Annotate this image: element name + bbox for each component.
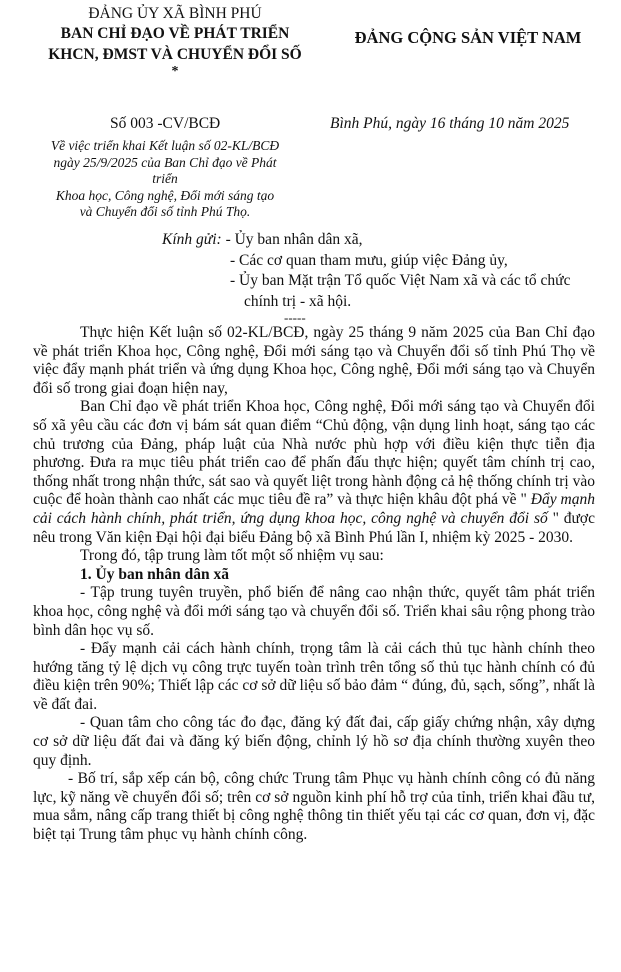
place-date: Bình Phú, ngày 16 tháng 10 năm 2025	[330, 115, 570, 132]
bullet-item: - Quan tâm cho công tác đo đạc, đăng ký đất đai, cấp giấy chứng nhận, xây dựng cơ sở dữ liệu đất đai và đăng ký biến động, chỉnh lý hồ sơ địa chính thường xuyên theo quy định.	[33, 714, 595, 769]
paragraph-text: " được nêu trong Văn kiện Đại hội đại biểu Đảng bộ xã Bình Phú lần I, nhiệm kỳ 2025 - 2030.	[33, 509, 595, 546]
org-line-1: ĐẢNG ỦY XÃ BÌNH PHÚ	[88, 5, 262, 22]
bullet-item: - Đẩy mạnh cải cách hành chính, trọng tâm là cải cách thủ tục hành chính theo hướng tăng tỷ lệ dịch vụ công trực tuyến toàn trình trên tổng số thủ tục hành chính có đủ điều kiện trên 90%; Thiết lập các cơ sở dữ liệu số bảo đảm “ đúng, đủ, sạch, sống”, nhất là về đất đai.	[33, 640, 595, 713]
emphasis-text: Đẩy mạnh cải cách hành chính, phát triển, ứng dụng khoa học, công nghệ và chuyển đổi số	[33, 491, 595, 527]
bullet-item: - Tập trung tuyên truyền, phổ biến để nâng cao nhận thức, quyết tâm phát triển khoa học, công nghệ và đổi mới sáng tạo và chuyển đổi số. Triển khai sâu rộng phong trào bình dân học vụ số.	[33, 584, 595, 639]
paragraph: Thực hiện Kết luận số 02-KL/BCĐ, ngày 25 tháng 9 năm 2025 của Ban Chỉ đạo về phát triển Khoa học, Công nghệ, Đổi mới sáng tạo và Chuyển đổi số tỉnh Phú Thọ về việc đẩy mạnh phát triển và ứng dụng Khoa học, Công nghệ, Đổi mới sáng tạo và Chuyển đổi số trong giai đoạn hiện nay,	[33, 324, 595, 397]
document-body	[33, 324, 595, 845]
recipient-item: - Ủy ban Mặt trận Tổ quốc Việt Nam xã và các tổ chức	[230, 272, 571, 289]
subject-line: và Chuyển đổi số tỉnh Phú Thọ.	[79, 204, 251, 219]
subject-line: ngày 25/9/2025 của Ban Chỉ đạo về Phát triển	[53, 154, 277, 186]
party-name: ĐẢNG CỘNG SẢN VIỆT NAM	[354, 28, 582, 47]
recipients-label: Kính gửi:	[162, 231, 222, 248]
bullet-item: - Bố trí, sắp xếp cán bộ, công chức Trung tâm Phục vụ hành chính công có đủ năng lực, kỹ năng về chuyển đổi số; trên cơ sở nguồn kinh phí hỗ trợ của tỉnh, triển khai đầu tư, mua sắm, nâng cấp trang thiết bị công nghệ thông tin thiết yếu tại các cơ quan, đơn vị, đặc biệt tại Trung tâm phục vụ hành chính công.	[33, 770, 595, 844]
document-subject	[40, 138, 290, 221]
org-line-3: KHCN, ĐMST VÀ CHUYỂN ĐỔI SỐ	[48, 46, 302, 63]
issuing-organization	[30, 4, 320, 79]
star-mark: *	[171, 64, 179, 79]
recipients	[162, 230, 602, 312]
document-number: Số 003 -CV/BCĐ	[110, 115, 221, 132]
subject-line: Khoa học, Công nghệ, Đổi mới sáng tạo	[55, 187, 275, 203]
section-heading: 1. Ủy ban nhân dân xã	[80, 565, 230, 583]
paragraph: Trong đó, tập trung làm tốt một số nhiệm vụ sau:	[80, 547, 384, 565]
recipient-item: chính trị - xã hội.	[244, 292, 352, 310]
paragraph	[33, 398, 595, 547]
org-line-2: BAN CHỈ ĐẠO VỀ PHÁT TRIỂN	[60, 25, 290, 42]
party-header	[318, 28, 618, 48]
recipient-item: - Ủy ban nhân dân xã,	[225, 231, 363, 248]
paragraph-text: Ban Chỉ đạo về phát triển Khoa học, Công nghệ, Đổi mới sáng tạo và Chuyển đổi số xã yêu cầu các đơn vị bám sát quan điểm “Chủ động, vận dụng linh hoạt, sáng tạo các chủ trương của Đảng, pháp luật của Nhà nước phù hợp với điều kiện thực tiễn địa phương. Đưa ra mục tiêu phát triển cao để phấn đấu thực hiện; quyết tâm chính trị cao, thống nhất trong nhận thức, sát sao và quyết liệt trong hành động cả hệ thống chính trị vào cuộc để hoàn thành cao nhất các mục tiêu đề ra” và thực hiện khâu đột phá về "	[33, 398, 595, 509]
recipient-item: - Các cơ quan tham mưu, giúp việc Đảng ủy,	[230, 251, 508, 269]
subject-line: Về việc triển khai Kết luận số 02-KL/BCĐ	[50, 138, 280, 153]
separator: -----	[284, 310, 306, 325]
